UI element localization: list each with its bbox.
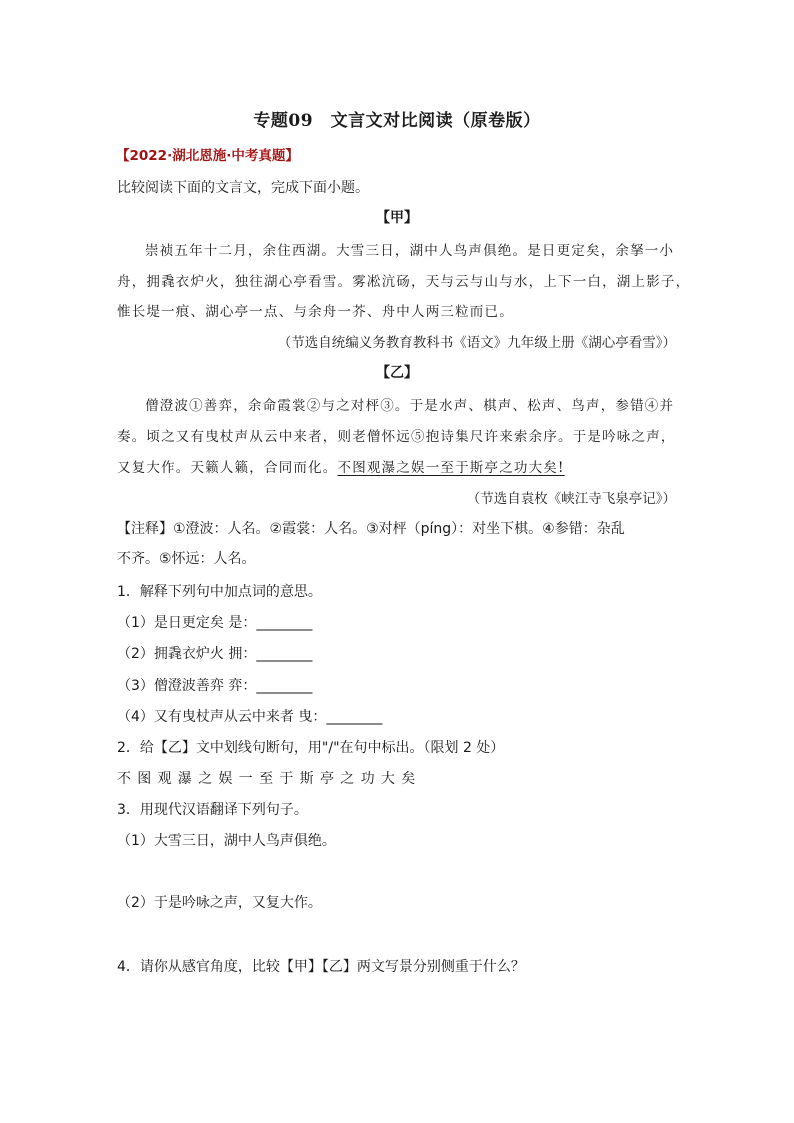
question-2-sentence: 不图观瀑之娱一至于斯亭之功大矣: [117, 771, 422, 787]
question-3-item-2: （2）于是吟咏之声，又复大作。: [117, 895, 322, 911]
jia-source: （节选自统编义务教育教科书《语文》九年级上册《湖心亭看雪》）: [277, 335, 676, 351]
yi-heading: 【乙】: [376, 365, 418, 381]
jia-line-2: 舟，拥毳衣炉火，独往湖心亭看雪。雾凇沆砀，天与云与山与水，上下一白，湖上影子，: [117, 274, 691, 290]
source-tag: 【2022·湖北恩施·中考真题】: [116, 148, 299, 164]
question-4-prompt: 4．请你从感官角度，比较【甲】【乙】两文写景分别侧重于什么？: [117, 959, 525, 975]
notes-line-2: 不齐。⑤怀远：人名。: [117, 551, 256, 567]
notes-line-1: 【注释】①澄波：人名。②霞裳：人名。③对枰（píng）：对坐下棋。④参错：杂乱: [117, 521, 625, 537]
question-1-item-2: （2）拥毳衣炉火 拥：________: [117, 646, 313, 662]
question-1-item-3: （3）僧澄波善弈 弈：________: [117, 678, 313, 694]
question-3-item-1: （1）大雪三日，湖中人鸟声俱绝。: [117, 833, 336, 849]
question-2-prompt: 2．给【乙】文中划线句断句，用"/"在句中标出。（限划 2 处）: [117, 740, 505, 756]
instruction: 比较阅读下面的文言文，完成下面小题。: [117, 180, 369, 196]
yi-source: （节选自袁枚《峡江寺飞泉亭记》）: [466, 491, 676, 507]
question-3-prompt: 3．用现代汉语翻译下列句子。: [117, 802, 308, 818]
jia-line-3: 惟长堤一痕、湖心亭一点、与余舟一芥、舟中人两三粒而已。: [117, 304, 514, 320]
yi-line-1: 僧澄波①善弈，余命霞裳②与之对枰③。于是水声、棋声、松声、鸟声，参错④并: [145, 398, 675, 414]
yi-line-3: [117, 456, 565, 476]
question-1-item-1: （1）是日更定矣 是：________: [117, 615, 313, 631]
jia-line-1: 崇祯五年十二月，余住西湖。大雪三日，湖中人鸟声俱绝。是日更定矣，余拏一小: [145, 243, 675, 259]
jia-heading: 【甲】: [376, 210, 418, 226]
underlined-sentence: 不图观瀑之娱一至于斯亭之功大矣!: [337, 460, 565, 476]
question-1-prompt: 1．解释下列句中加点词的意思。: [117, 584, 322, 600]
yi-line-2: 奏。顷之又有曳杖声从云中来者，则老僧怀远⑤抱诗集尺许来索余序。于是吟咏之声，: [117, 429, 676, 445]
yi-line-3-text: 又复大作。天籁人籁，合同而化。: [117, 460, 338, 476]
page-title: 专题09 文言文对比阅读（原卷版）: [253, 111, 541, 131]
question-1-item-4: （4）又有曳杖声从云中来者 曳：________: [117, 709, 383, 725]
